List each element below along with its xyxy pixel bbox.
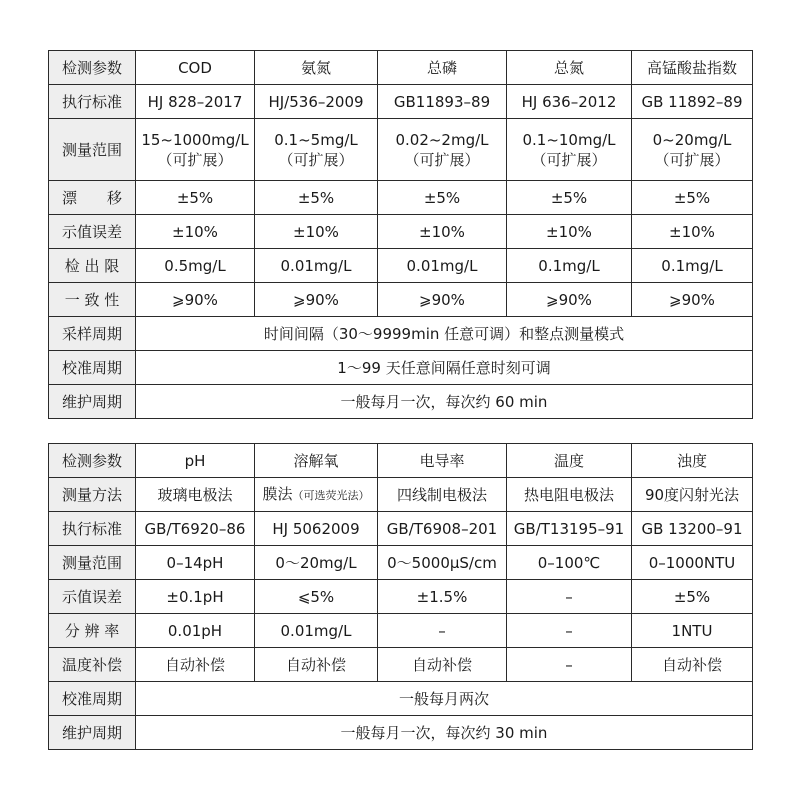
table-cell: 自动补偿 xyxy=(378,648,507,682)
table-cell: GB/T6920–86 xyxy=(136,512,255,546)
table-cell: ±10% xyxy=(507,215,632,249)
table-cell: 自动补偿 xyxy=(632,648,753,682)
range-note: （可扩展） xyxy=(404,150,480,169)
table-cell: ⩾90% xyxy=(632,283,753,317)
range-value: 0.1~10mg/L xyxy=(522,130,616,149)
table-cell: 0–14pH xyxy=(136,546,255,580)
table-cell: 1NTU xyxy=(632,614,753,648)
table-cell: – xyxy=(378,614,507,648)
table-cell-span: 一般每月一次，每次约 30 min xyxy=(136,716,753,750)
table-cell xyxy=(255,478,378,512)
range-note: （可扩展） xyxy=(531,150,607,169)
header-cell: 总磷 xyxy=(378,51,507,85)
spec-table-2 xyxy=(48,443,753,750)
header-cell: 溶解氧 xyxy=(255,444,378,478)
header-cell: 高锰酸盐指数 xyxy=(632,51,753,85)
header-cell: 检测参数 xyxy=(49,444,136,478)
table-cell-span: 时间间隔（30～9999min 任意可调）和整点测量模式 xyxy=(136,317,753,351)
table-cell: ⩾90% xyxy=(507,283,632,317)
table-row xyxy=(49,181,753,215)
table-cell: 0.01mg/L xyxy=(378,249,507,283)
row-label: 分 辨 率 xyxy=(49,614,136,648)
row-label: 检 出 限 xyxy=(49,249,136,283)
table-cell: – xyxy=(507,614,632,648)
row-label: 测量方法 xyxy=(49,478,136,512)
table-cell xyxy=(378,119,507,181)
table-cell xyxy=(632,119,753,181)
table-cell: 玻璃电极法 xyxy=(136,478,255,512)
table-row xyxy=(49,546,753,580)
table-row xyxy=(49,85,753,119)
table-cell: ±10% xyxy=(632,215,753,249)
table-cell-span: 一般每月一次，每次约 60 min xyxy=(136,385,753,419)
table-row xyxy=(49,512,753,546)
table-cell: GB11893–89 xyxy=(378,85,507,119)
table-cell: GB/T6908–201 xyxy=(378,512,507,546)
row-label: 漂 移 xyxy=(49,181,136,215)
table-cell xyxy=(507,119,632,181)
row-label: 执行标准 xyxy=(49,512,136,546)
row-label: 测量范围 xyxy=(49,546,136,580)
range-value: 0~20mg/L xyxy=(652,130,732,149)
table-cell: 0.1mg/L xyxy=(632,249,753,283)
row-label: 示值误差 xyxy=(49,580,136,614)
table-cell: ±5% xyxy=(255,181,378,215)
table-cell: – xyxy=(507,648,632,682)
table-row xyxy=(49,317,753,351)
table-header-row xyxy=(49,51,753,85)
table-cell: ±5% xyxy=(378,181,507,215)
header-cell: 电导率 xyxy=(378,444,507,478)
row-label: 一 致 性 xyxy=(49,283,136,317)
table-cell: 0–1000NTU xyxy=(632,546,753,580)
table-cell: 热电阻电极法 xyxy=(507,478,632,512)
header-cell: 检测参数 xyxy=(49,51,136,85)
table-row xyxy=(49,580,753,614)
row-label: 示值误差 xyxy=(49,215,136,249)
table-cell: 0.01mg/L xyxy=(255,614,378,648)
range-value: 0.1~5mg/L xyxy=(274,130,358,149)
table-cell xyxy=(136,119,255,181)
table-cell: ±5% xyxy=(136,181,255,215)
table-cell: ±0.1pH xyxy=(136,580,255,614)
table-cell: 0–100℃ xyxy=(507,546,632,580)
method-main: 膜法 xyxy=(262,484,293,503)
table-row xyxy=(49,385,753,419)
table-cell: GB 13200–91 xyxy=(632,512,753,546)
spec-table-1 xyxy=(48,50,753,419)
row-label: 校准周期 xyxy=(49,351,136,385)
row-label: 温度补偿 xyxy=(49,648,136,682)
table-cell: GB/T13195–91 xyxy=(507,512,632,546)
table-row xyxy=(49,351,753,385)
table-cell: HJ/536–2009 xyxy=(255,85,378,119)
range-note: （可扩展） xyxy=(157,150,233,169)
table-row xyxy=(49,283,753,317)
table-cell: ⩾90% xyxy=(378,283,507,317)
table-cell: ±1.5% xyxy=(378,580,507,614)
table-cell: ±5% xyxy=(632,580,753,614)
table-row xyxy=(49,478,753,512)
header-cell: 总氮 xyxy=(507,51,632,85)
table-cell: 自动补偿 xyxy=(136,648,255,682)
table-row xyxy=(49,682,753,716)
table-cell: ⩾90% xyxy=(136,283,255,317)
table-cell: ⩾90% xyxy=(255,283,378,317)
table-header-row xyxy=(49,444,753,478)
table-cell: ⩽5% xyxy=(255,580,378,614)
table-cell: 0～5000μS/cm xyxy=(378,546,507,580)
table-cell-span: 1～99 天任意间隔任意时刻可调 xyxy=(136,351,753,385)
row-label: 维护周期 xyxy=(49,716,136,750)
row-label: 测量范围 xyxy=(49,119,136,181)
table-cell: 自动补偿 xyxy=(255,648,378,682)
table-cell: HJ 828–2017 xyxy=(136,85,255,119)
table-cell: 0.5mg/L xyxy=(136,249,255,283)
table-cell: HJ 636–2012 xyxy=(507,85,632,119)
header-cell: COD xyxy=(136,51,255,85)
table-row xyxy=(49,716,753,750)
row-label: 执行标准 xyxy=(49,85,136,119)
table-row xyxy=(49,614,753,648)
table-cell: ±10% xyxy=(136,215,255,249)
table-cell: – xyxy=(507,580,632,614)
table-cell: GB 11892–89 xyxy=(632,85,753,119)
header-cell: 氨氮 xyxy=(255,51,378,85)
header-cell: pH xyxy=(136,444,255,478)
table-cell: 0.01mg/L xyxy=(255,249,378,283)
row-label: 维护周期 xyxy=(49,385,136,419)
table-cell: 0.1mg/L xyxy=(507,249,632,283)
range-note: （可扩展） xyxy=(278,150,354,169)
table-cell: 四线制电极法 xyxy=(378,478,507,512)
table-cell: 0～20mg/L xyxy=(255,546,378,580)
table-row xyxy=(49,119,753,181)
table-cell: 90度闪射光法 xyxy=(632,478,753,512)
table-cell-span: 一般每月两次 xyxy=(136,682,753,716)
table-row xyxy=(49,648,753,682)
header-cell: 浊度 xyxy=(632,444,753,478)
range-note: （可扩展） xyxy=(654,150,730,169)
table-row xyxy=(49,249,753,283)
table-cell xyxy=(255,119,378,181)
table-cell: 0.01pH xyxy=(136,614,255,648)
row-label: 采样周期 xyxy=(49,317,136,351)
header-cell: 温度 xyxy=(507,444,632,478)
table-cell: ±5% xyxy=(632,181,753,215)
row-label: 校准周期 xyxy=(49,682,136,716)
table-cell: ±10% xyxy=(255,215,378,249)
range-value: 0.02~2mg/L xyxy=(395,130,489,149)
table-cell: ±5% xyxy=(507,181,632,215)
method-note: （可选荧光法） xyxy=(292,488,370,502)
table-cell: ±10% xyxy=(378,215,507,249)
range-value: 15~1000mg/L xyxy=(141,130,249,149)
table-row xyxy=(49,215,753,249)
table-cell: HJ 5062009 xyxy=(255,512,378,546)
